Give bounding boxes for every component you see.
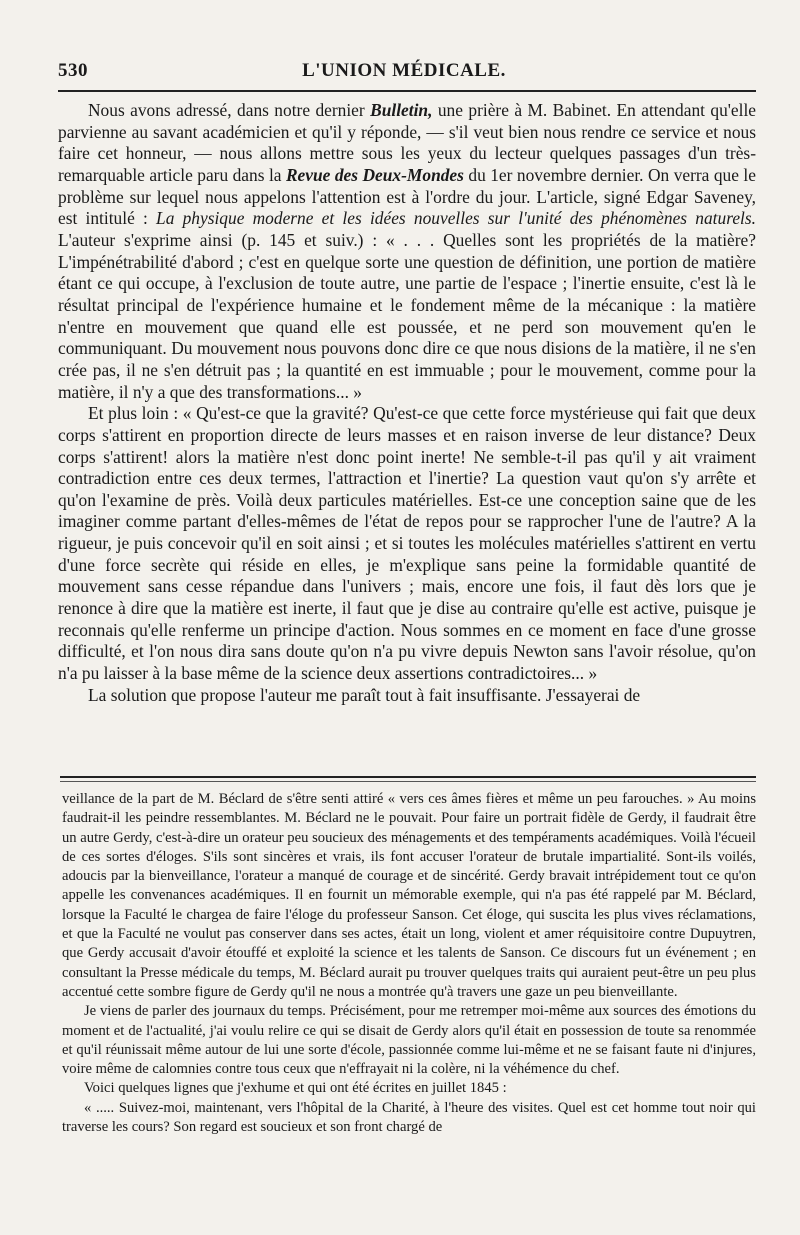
page-header bbox=[58, 60, 750, 90]
footnote-separator bbox=[60, 776, 756, 782]
text-run: Nous avons adressé, dans notre dernier bbox=[88, 100, 371, 120]
page-number: 530 bbox=[58, 60, 88, 81]
italic-title-bulletin: Bulletin, bbox=[370, 100, 433, 120]
main-paragraph-1 bbox=[58, 100, 756, 403]
italic-article-title: La physique moderne et les idées nouvelles sur l'unité des phénomènes naturels. bbox=[156, 208, 756, 229]
main-paragraph-2: Et plus loin : « Qu'est-ce que la gravité? Qu'est-ce que cette force mystérieuse qui fait que deux corps s'attirent en proportion directe de leurs masses et en raison inverse de leur distance? Deux corps s'attirent! alors la matière n'est donc point inerte! Ne semble-t-il pas qu'il y ait vraiment contradiction entre ces deux termes, l'attraction et l'inertie? La question vaut qu'on s'y arrête et qu'on l'examine de près. Voilà deux particules matérielles. Est-ce une conception saine que de les imaginer comme partant d'elles-mêmes de l'état de repos pour se rapprocher l'une de l'autre? A la rigueur, je puis concevoir qu'il en soit ainsi ; et si toutes les molécules matérielles s'attirent en vertu d'une force secrète qui réside en elles, je m'explique sans peine la formidable quantité de mouvement sans cesse répandue dans l'univers ; mais, encore une fois, il faut dès lors que je renonce à dire que la matière est inerte, il faut que je dise au contraire qu'elle est active, puisque je reconnais qu'elle renferme un principe d'action. Nous sommes en ce moment en face d'une grosse difficulté, et l'on nous dira sans doute qu'on n'a pu vivre depuis Newton sans l'avoir résolue, qu'on n'a pu laisser à la base même de la science deux assertions contradictoires... » bbox=[58, 403, 756, 684]
italic-title-revue: Revue des Deux-Mondes bbox=[285, 164, 464, 185]
footnote-paragraph-2: Je viens de parler des journaux du temps. Précisément, pour me retremper moi-même aux sources des émotions du moment et de l'actualité, j'ai voulu relire ce qui se disait de Gerdy alors qu'il était en possession de toute sa renommée et qu'il réunissait même autour de lui une sorte d'école, passionnée comme lui-même et ne se faisant faute ni d'injures, voire même de calomnies contre tous ceux que n'effrayait ni la colère, ni la véhémence du chef. bbox=[62, 1003, 756, 1078]
main-text bbox=[58, 100, 756, 706]
text-run: L'auteur s'exprime ainsi (p. 145 et suiv.) : « . . . Quelles sont les propriétés de la matière? L'impénétrabilité d'abord ; c'est en quelque sorte une question de définition, une portion de matière étant ce qui occupe, à l'exclusion de toute autre, une partie de l'espace ; l'inertie ensuite, c'est là le résultat principal de l'expérience humaine et le fondement même de la mécanique : la matière n'entre en mouvement que quand elle est poussée, et ne perd son mouvement qu'en le communiquant. Du mouvement nous pouvons donc dire ce que nous disions de la matière, il ne s'en crée pas, il ne s'en détruit pas ; la quantité en est immuable ; pour le mouvement, comme pour la matière, il n'y a que des transformations... » bbox=[58, 229, 756, 402]
footnote-paragraph-1: veillance de la part de M. Béclard de s'être senti attiré « vers ces âmes fières et même un peu farouches. » Au moins faudrait-il les peindre ressemblantes. M. Béclard ne le pouvait. Pour faire un portrait fidèle de Gerdy, il faudrait être un autre Gerdy, c'est-à-dire un orateur peu soucieux des ménagements et des tempéraments académiques. Voilà l'écueil de ces sortes d'éloges. S'ils sont sincères et vrais, ils font accuser l'orateur de brutale impartialité. Sont-ils voilés, adoucis par la bienveillance, l'orateur a manqué de courage et de sincérité. Gerdy bravait intrépidement tout ce qu'on appelle les convenances académiques. Il en fournit un mémorable exemple, qui n'a pas été rappelé par M. Béclard, lorsque la Faculté le chargea de faire l'éloge du professeur Sanson. Cet éloge, qui suscita les plus vives réclamations, et que la Faculté ne voulut pas conserver dans ses actes, était un long, violent et amer réquisitoire contre Dupuytren, que Gerdy accusait d'avoir étouffé et exploité la science et les talents de Sanson. Ce discours fut un événement ; en consultant la Presse médicale du temps, M. Béclard aurait pu trouver quelques traits qui auraient peut-être un peu plus accentué cette sombre figure de Gerdy qu'il ne nous a montrée qu'à travers une gaze un peu bienveillante. bbox=[62, 791, 756, 1000]
main-paragraph-3: La solution que propose l'auteur me paraît tout à fait insuffisante. J'essayerai de bbox=[88, 684, 641, 705]
running-title: L'UNION MÉDICALE. bbox=[302, 60, 506, 81]
text-run: une prière à M. Babinet. En attendant qu'elle parvienne au savant académicien et qu'il y réponde, — s'il veut bien nous rendre ce service et nous faire cet honneur, — nous allons mettre sous les yeux du lecteur quelques passages d'un très-remarquable article paru dans la bbox=[58, 100, 756, 185]
footnote-text bbox=[62, 790, 756, 1137]
footnote-paragraph-4: « ..... Suivez-moi, maintenant, vers l'hôpital de la Charité, à l'heure des visites. Quel est cet homme tout noir qui traverse les cours? Son regard est soucieux et son front chargé de bbox=[62, 1099, 756, 1136]
text-run: du 1er novembre dernier. On verra que le problème sur lequel nous appelons l'attention est à l'ordre du jour. L'article, signé Edgar Saveney, est intitulé : bbox=[58, 164, 756, 229]
footnote-paragraph-3: Voici quelques lignes que j'exhume et qui ont été écrites en juillet 1845 : bbox=[84, 1080, 507, 1097]
header-rule bbox=[58, 90, 756, 92]
